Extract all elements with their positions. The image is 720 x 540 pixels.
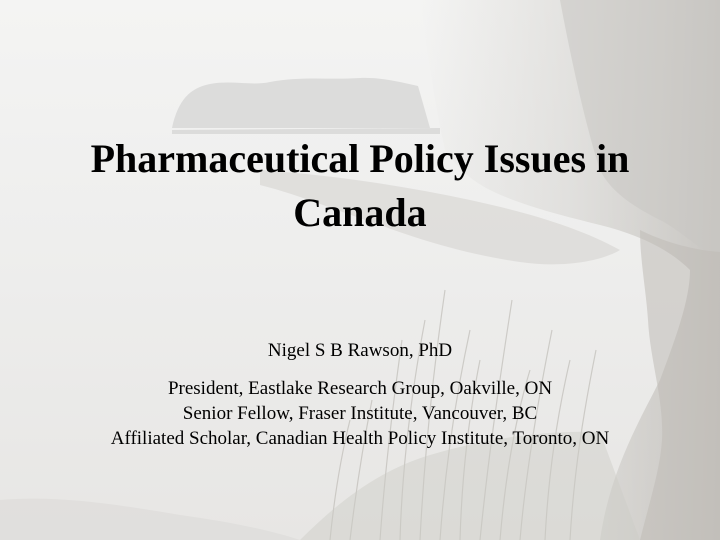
author-name: Nigel S B Rawson, PhD [267,340,453,361]
affiliation-line: Senior Fellow, Fraser Institute, Vancouver, BC [182,403,538,424]
affiliation-line: Affiliated Scholar, Canadian Health Policy Institute, Toronto, ON [110,428,610,449]
slide-title [20,132,700,240]
author-affiliations [20,376,700,451]
affiliation-line: President, Eastlake Research Group, Oakville, ON [167,378,553,399]
slide-title-line-1: Pharmaceutical Policy Issues in [90,136,630,181]
slide-title-line-2: Canada [293,190,427,235]
